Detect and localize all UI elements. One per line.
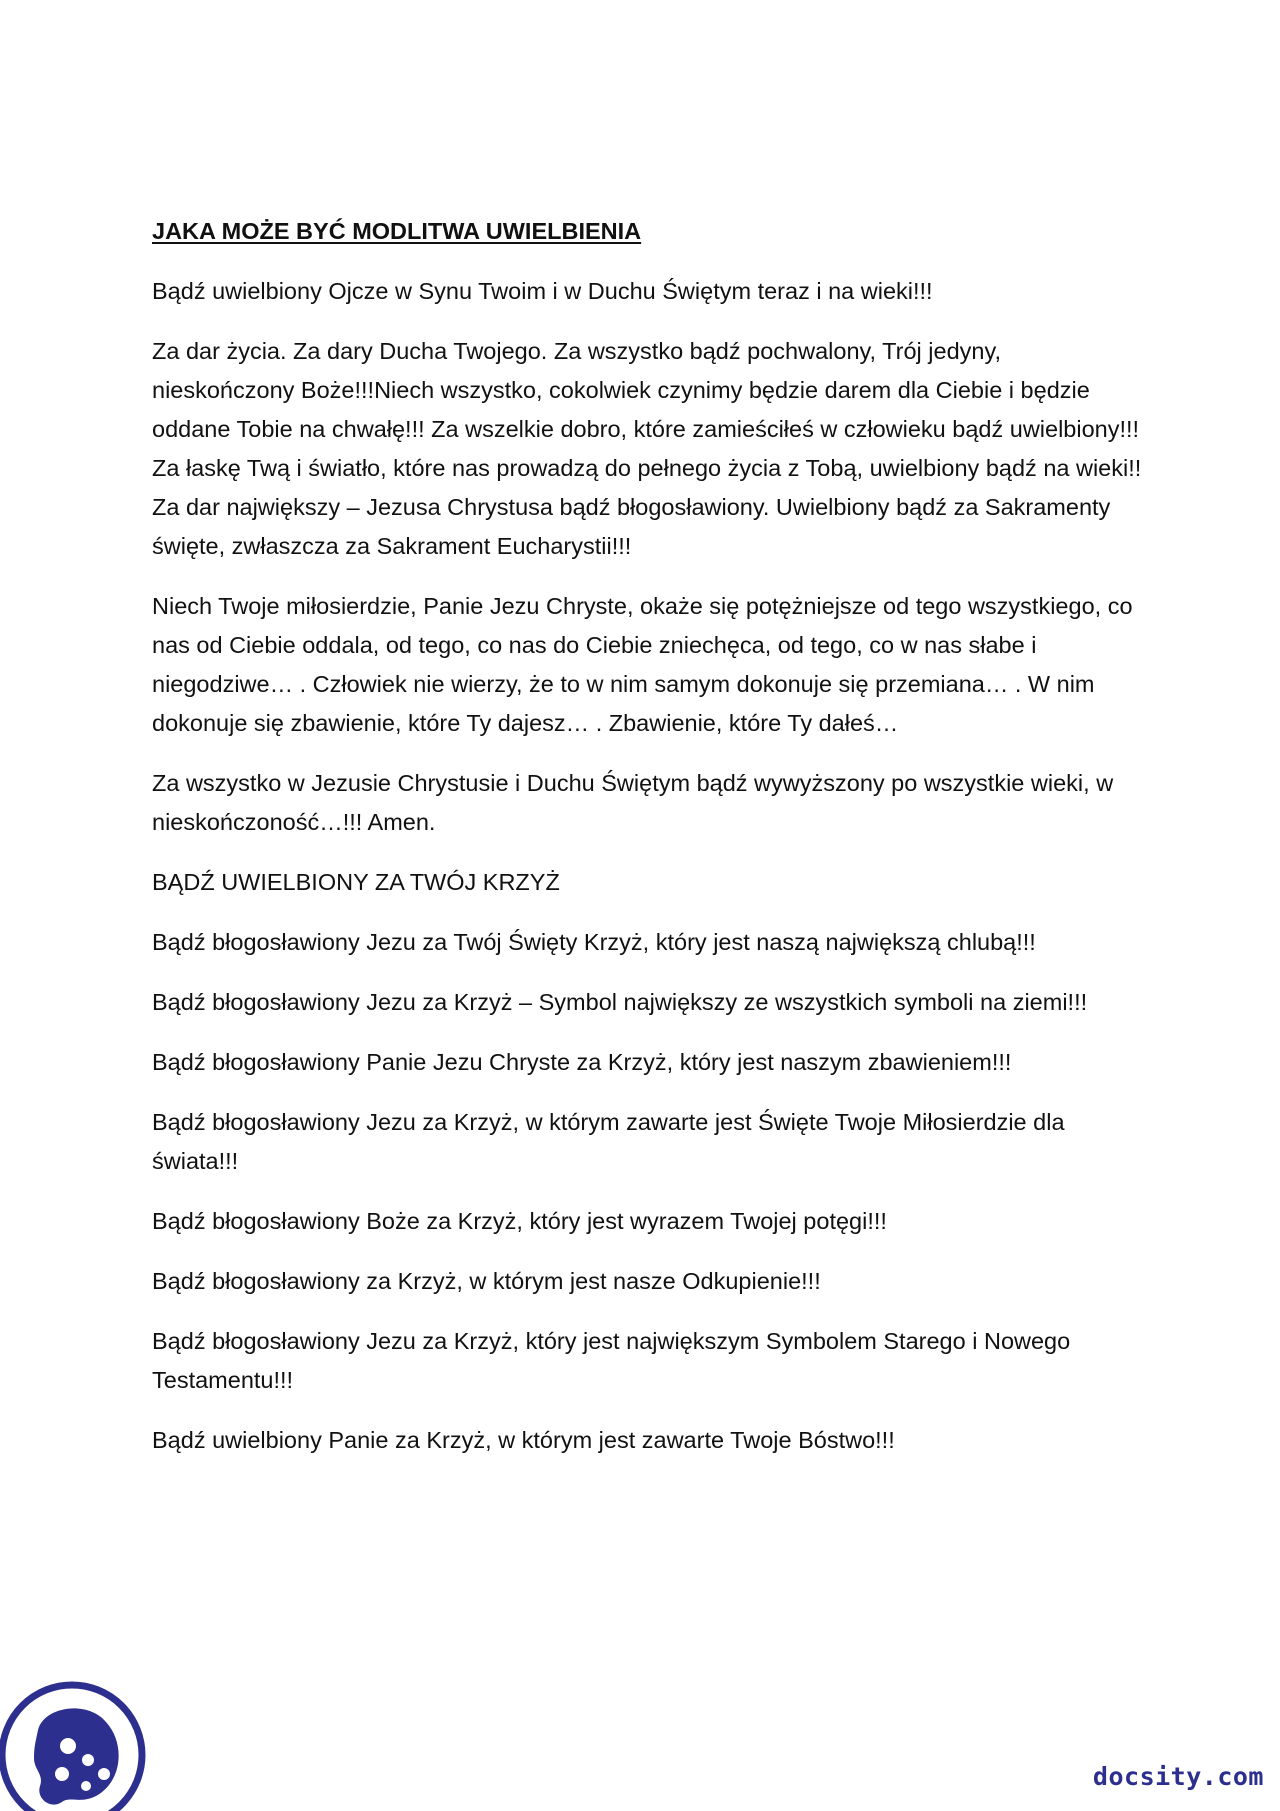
section-heading: BĄDŹ UWIELBIONY ZA TWÓJ KRZYŻ	[152, 869, 560, 895]
section-paragraph: Bądź błogosławiony Panie Jezu Chryste za Krzyż, który jest naszym zbawieniem!!!	[152, 1049, 1012, 1075]
paragraph: Za wszystko w Jezusie Chrystusie i Duchu Świętym bądź wywyższony po wszystkie wieki, w nieskończoność…!!! Amen.	[152, 770, 1114, 835]
document-title: JAKA MOŻE BYĆ MODLITWA UWIELBIENIA	[152, 218, 642, 244]
section-paragraph: Bądź błogosławiony Boże za Krzyż, który jest wyrazem Twojej potęgi!!!	[152, 1208, 887, 1234]
document-body	[152, 212, 1142, 1481]
docsity-logo-icon	[0, 1670, 150, 1811]
section-paragraph: Bądź błogosławiony Jezu za Twój Święty Krzyż, który jest naszą największą chlubą!!!	[152, 929, 1036, 955]
paragraph: Bądź uwielbiony Ojcze w Synu Twoim i w Duchu Świętym teraz i na wieki!!!	[152, 278, 933, 304]
section-paragraph: Bądź błogosławiony Jezu za Krzyż, który jest największym Symbolem Starego i Nowego Testamentu!!!	[152, 1328, 1071, 1393]
section-paragraph: Bądź błogosławiony Jezu za Krzyż, w którym zawarte jest Święte Twoje Miłosierdzie dla świata!!!	[152, 1109, 1065, 1174]
section-paragraph: Bądź uwielbiony Panie za Krzyż, w którym jest zawarte Twoje Bóstwo!!!	[152, 1427, 895, 1453]
paragraph: Za dar życia. Za dary Ducha Twojego. Za wszystko bądź pochwalony, Trój jedyny, nieskończony Boże!!!Niech wszystko, cokolwiek czynimy będzie darem dla Ciebie i będzie oddane Tobie na chwałę!!! Za wszelkie dobro, które zamieściłeś w człowieku bądź uwielbiony!!! Za łaskę Twą i światło, które nas prowadzą do pełnego życia z Tobą, uwielbiony bądź na wieki!! Za dar największy – Jezusa Chrystusa bądź błogosławiony. Uwielbiony bądź za Sakramenty święte, zwłaszcza za Sakrament Eucharystii!!!	[152, 338, 1142, 559]
section-paragraph: Bądź błogosławiony za Krzyż, w którym jest nasze Odkupienie!!!	[152, 1268, 821, 1294]
paragraph: Niech Twoje miłosierdzie, Panie Jezu Chryste, okaże się potężniejsze od tego wszystkiego, co nas od Ciebie oddala, od tego, co nas do Ciebie zniechęca, od tego, co w nas słabe i niegodziwe… . Człowiek nie wierzy, że to w nim samym dokonuje się przemiana… . W nim dokonuje się zbawienie, które Ty dajesz… . Zbawienie, które Ty dałeś…	[152, 593, 1133, 736]
docsity-watermark: docsity.com	[1092, 1762, 1264, 1791]
section-paragraph: Bądź błogosławiony Jezu za Krzyż – Symbol największy ze wszystkich symboli na ziemi!!!	[152, 989, 1088, 1015]
